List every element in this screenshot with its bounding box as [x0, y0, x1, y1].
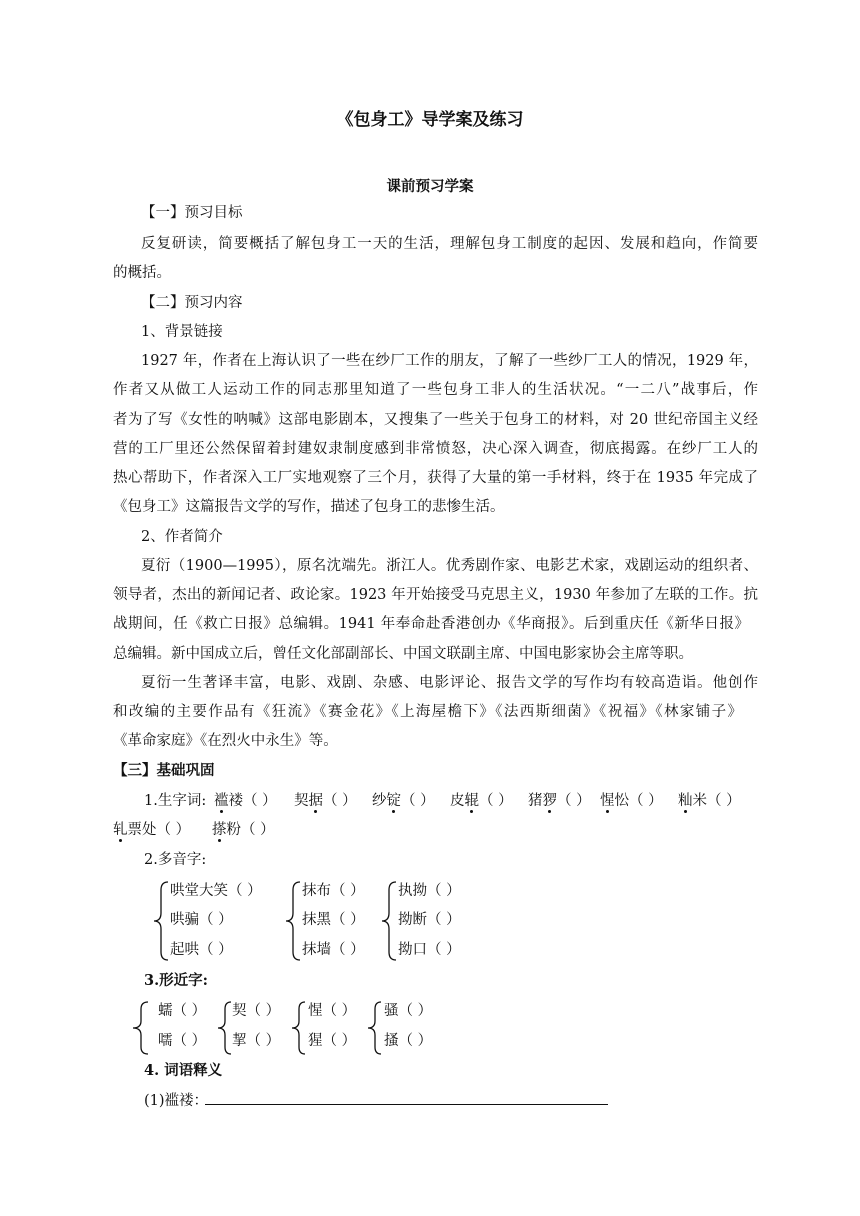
similar-char-item: 惺（ ）: [308, 1003, 357, 1019]
author-line: 战期间，任《救亡日报》总编辑。1941 年奉命赴香港创办《华商报》。后到重庆任《新华日报》: [113, 616, 749, 632]
document-title: 《包身工》导学案及练习: [336, 110, 524, 130]
polyphone-item: 起哄（ ）: [170, 942, 233, 958]
works-line: 夏衍一生著译丰富，电影、戏剧、杂感、电影评论、报告文学的写作均有较高造诣。他创作: [141, 675, 758, 691]
polyphone-item: 哄堂大笑（ ）: [170, 883, 262, 899]
author-subheading: 2、作者简介: [141, 529, 223, 545]
similar-char-item: 契（ ）: [232, 1003, 281, 1019]
background-line: 作者又从做工人运动工作的同志那里知道了一些包身工非人的生活状况。“一二八”战事后，作: [113, 382, 758, 398]
section1-text-line1: 反复研读，简要概括了解包身工一天的生活，理解包身工制度的起因、发展和趋向，作简要: [141, 236, 758, 252]
brace-icon: [366, 1000, 384, 1056]
author-line: 领导者，杰出的新闻记者、政论家。1923 年开始接受马克思主义，1930 年参加了左联的工作。抗: [113, 587, 758, 603]
polyphone-item: 拗口（ ）: [398, 942, 461, 958]
polyphone-item: 拗断（ ）: [398, 912, 461, 928]
vocab-item: 猪猡（ ）: [528, 793, 591, 809]
polyphone-item: 抹黑（ ）: [302, 912, 365, 928]
vocab-item: 搽粉（ ）: [212, 822, 275, 838]
polyphone-item: 抹布（ ）: [302, 883, 365, 899]
section1-heading: 【一】预习目标: [141, 205, 243, 221]
author-line: 总编辑。新中国成立后，曾任文化部副部长、中国文联副主席、中国电影家协会主席等职。: [113, 646, 693, 662]
polyphone-item: 抹墙（ ）: [302, 942, 365, 958]
similar-char-item: 骚（ ）: [384, 1003, 433, 1019]
background-line: 热心帮助下，作者深入工厂实地观察了三个月，获得了大量的第一手材料，终于在 1935 年完成了: [113, 470, 758, 486]
vocab-question-label: 1.生字词:: [144, 793, 207, 809]
answer-blank-line[interactable]: [205, 1104, 608, 1105]
similar-char-item: 猩（ ）: [308, 1033, 357, 1049]
polyphone-question-label: 2.多音字:: [144, 852, 207, 868]
background-subheading: 1、背景链接: [141, 324, 223, 340]
section3-heading: 【三】基础巩固: [113, 762, 215, 779]
similar-chars-question-label: 3.形近字:: [144, 972, 208, 989]
background-line: 1927 年，作者在上海认识了一些在纱厂工作的朋友，了解了一些纱厂工人的情况，1929 年，: [141, 353, 758, 369]
brace-icon: [152, 880, 172, 962]
vocab-item: 轧票处（ ）: [113, 822, 191, 838]
similar-char-item: 蠕（ ）: [158, 1003, 207, 1019]
vocab-item: 惺忪（ ）: [600, 793, 663, 809]
vocab-item: 契据（ ）: [294, 793, 357, 809]
vocab-item: 皮辊（ ）: [450, 793, 513, 809]
section1-text-line2: 的概括。: [113, 265, 171, 281]
author-line: 夏衍（1900—1995），原名沈端先。浙江人。优秀剧作家、电影艺术家，戏剧运动的组织者、: [141, 558, 758, 574]
brace-icon: [130, 1000, 152, 1056]
brace-icon: [284, 880, 304, 962]
section2-heading: 【二】预习内容: [141, 295, 243, 311]
similar-char-item: 嚅（ ）: [158, 1033, 207, 1049]
polyphone-item: 哄骗（ ）: [170, 912, 233, 928]
background-line: 《包身工》这篇报告文学的写作，描述了包身工的悲惨生活。: [113, 499, 505, 515]
works-line: 《革命家庭》《在烈火中永生》等。: [113, 733, 338, 749]
background-line: 营的工厂里还公然保留着封建奴隶制度感到非常愤怒，决心深入调查，彻底揭露。在纱厂工人的: [113, 441, 758, 457]
word-definition-item: (1)褴褛：: [144, 1093, 209, 1109]
brace-icon: [380, 880, 400, 962]
vocab-item: 纱锭（ ）: [372, 793, 435, 809]
background-line: 者为了写《女性的呐喊》这部电影剧本，又搜集了一些关于包身工的材料，对 20 世纪帝国主义经: [113, 412, 758, 428]
brace-icon: [290, 1000, 308, 1056]
vocab-item: 籼米（ ）: [678, 793, 741, 809]
word-definition-question-label: 4. 词语释义: [144, 1062, 223, 1079]
works-line: 和改编的主要作品有《狂流》《赛金花》《上海屋檐下》《法西斯细菌》《祝福》《林家铺子》: [113, 704, 742, 720]
section-subtitle: 课前预习学案: [386, 178, 474, 195]
similar-char-item: 挈（ ）: [232, 1033, 281, 1049]
polyphone-item: 执拗（ ）: [398, 883, 461, 899]
similar-char-item: 搔（ ）: [384, 1033, 433, 1049]
vocab-item: 褴褛（ ）: [214, 793, 277, 809]
